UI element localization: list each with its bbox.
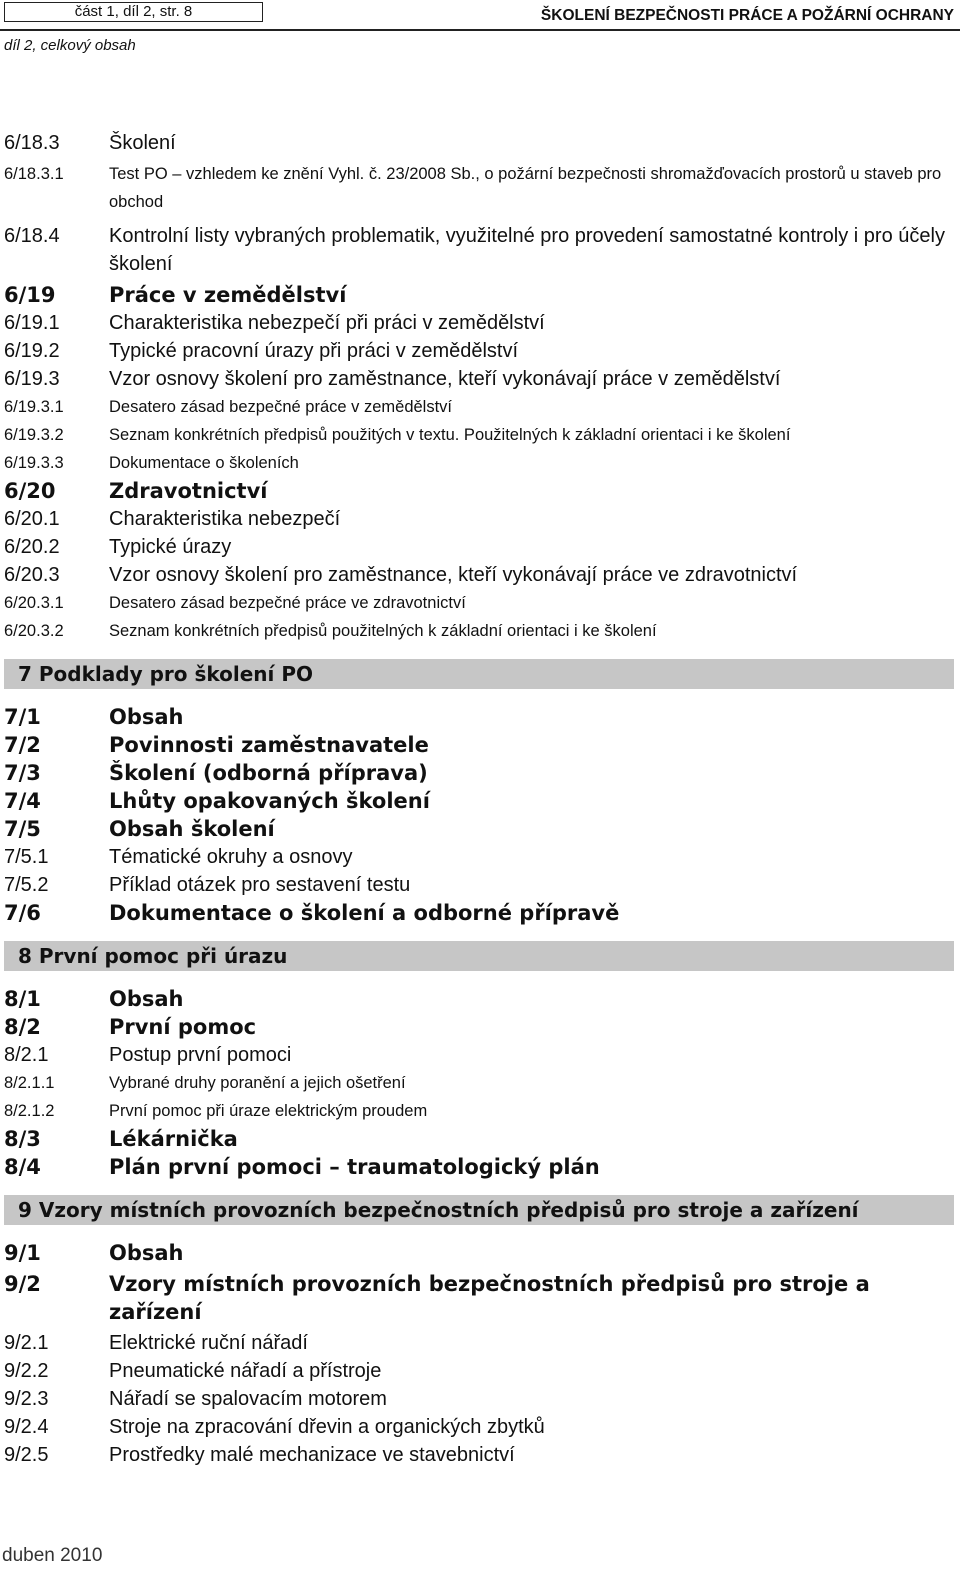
- toc-entry-title: První pomoc: [109, 1015, 257, 1039]
- toc-entry-number: 7/5.2: [4, 873, 49, 896]
- toc-entry-title: Vzor osnovy školení pro zaměstnance, kteří vykonávají práce v zemědělství: [109, 367, 781, 390]
- toc-entry: [0, 477, 960, 505]
- toc-entry: [0, 1013, 960, 1041]
- toc-entry-title: Vzor osnovy školení pro zaměstnance, kteří vykonávají práce ve zdravotnictví: [109, 563, 798, 586]
- toc-entry-number: 8/2.1: [4, 1043, 49, 1066]
- toc-entry-number: 7/6: [4, 901, 41, 925]
- toc-entry-number: 7/2: [4, 733, 41, 757]
- toc-entry-number: 7/4: [4, 789, 41, 813]
- toc-entry: [0, 815, 960, 843]
- toc-entry-title: Plán první pomoci – traumatologický plán: [109, 1155, 600, 1179]
- toc-entry: [0, 1097, 960, 1125]
- toc-entry: [0, 449, 960, 477]
- toc-entry-title: Stroje na zpracování dřevin a organických zbytků: [109, 1415, 545, 1438]
- toc-entry-number: 6/20.3.2: [4, 621, 64, 640]
- toc-entry: [0, 1385, 960, 1413]
- toc-entry-title: Obsah školení: [109, 817, 275, 841]
- toc-entry-title: Příklad otázek pro sestavení testu: [109, 873, 411, 896]
- toc-entry-title: Desatero zásad bezpečné práce ve zdravotnictví: [109, 593, 466, 612]
- toc-entry-title: Seznam konkrétních předpisů použitých v textu. Použitelných k základní orientaci i ke školení: [109, 425, 791, 444]
- toc-entry-title: Zdravotnictví: [109, 479, 268, 503]
- toc-entry: [0, 393, 960, 421]
- toc-entry-number: 7/3: [4, 761, 41, 785]
- toc-entry-title: Elektrické ruční nářadí: [109, 1331, 308, 1354]
- toc-entry-title: Školení (odborná příprava): [109, 761, 428, 785]
- toc-entry-number: 9/2: [4, 1272, 41, 1296]
- toc-entry: [0, 309, 960, 337]
- toc-entry-number: 6/20.3: [4, 563, 60, 586]
- toc-entry-title: Práce v zemědělství: [109, 283, 347, 307]
- toc-entry-title: Povinnosti zaměstnavatele: [109, 733, 429, 757]
- toc-entry-number: 8/2: [4, 1015, 41, 1039]
- toc-entry-title: Desatero zásad bezpečné práce v zemědělství: [109, 397, 453, 416]
- toc-entry-number: 6/18.4: [4, 225, 60, 247]
- toc-entry: [0, 759, 960, 787]
- toc-entry: [0, 1239, 960, 1267]
- toc-entry-number: 6/19.3.3: [4, 453, 64, 472]
- toc-entry: [0, 1041, 960, 1069]
- toc-entry-number: 6/19.2: [4, 339, 60, 362]
- toc-entry-number: 8/2.1.1: [4, 1073, 55, 1092]
- toc-entry-number: 7/5.1: [4, 845, 49, 868]
- toc-entry-title: Typické úrazy: [109, 535, 232, 558]
- section-heading: 7 Podklady pro školení PO: [4, 659, 954, 689]
- toc-entry-title: Charakteristika nebezpečí při práci v zemědělství: [109, 311, 545, 334]
- toc-entry-number: 6/19.1: [4, 311, 60, 334]
- toc-entry: [0, 1357, 960, 1385]
- toc-entry: [0, 731, 960, 759]
- toc-entry: [0, 1329, 960, 1357]
- section-heading: 8 První pomoc při úrazu: [4, 941, 954, 971]
- toc-entry: [0, 337, 960, 365]
- toc-entry-title: Dokumentace o školeních: [109, 453, 299, 472]
- toc-entry-number: 6/20: [4, 479, 56, 503]
- toc-entry-number: 8/1: [4, 987, 41, 1011]
- table-of-contents: [0, 129, 960, 1469]
- toc-entry-number: 9/2.2: [4, 1359, 49, 1382]
- toc-entry: [0, 703, 960, 731]
- toc-entry: [0, 1441, 960, 1469]
- toc-entry: [0, 1069, 960, 1097]
- page-subtitle: díl 2, celkový obsah: [4, 37, 136, 54]
- section-heading: 9 Vzory místních provozních bezpečnostních předpisů pro stroje a zařízení: [4, 1195, 954, 1225]
- page-part-label: část 1, díl 2, str. 8: [4, 2, 263, 22]
- toc-entry-number: 7/5: [4, 817, 41, 841]
- toc-entry: [0, 365, 960, 393]
- toc-entry-title: Seznam konkrétních předpisů použitelných k základní orientaci i ke školení: [109, 621, 657, 640]
- toc-entry-title: Obsah: [109, 1241, 184, 1265]
- toc-entry-number: 6/18.3: [4, 131, 60, 154]
- toc-entry-number: 8/3: [4, 1127, 41, 1151]
- toc-entry-title: Tématické okruhy a osnovy: [109, 845, 353, 868]
- toc-entry-number: 8/2.1.2: [4, 1101, 55, 1120]
- toc-entry: [0, 1153, 960, 1181]
- toc-entry-title: Kontrolní listy vybraných problematik, využitelné pro provedení samostatné kontroly i pro účely školení: [109, 225, 945, 275]
- toc-entry-number: 9/2.3: [4, 1387, 49, 1410]
- toc-entry-number: 9/2.1: [4, 1331, 49, 1354]
- page-running-title: ŠKOLENÍ BEZPEČNOSTI PRÁCE A POŽÁRNÍ OCHRANY: [540, 7, 954, 24]
- toc-entry: [0, 871, 960, 899]
- toc-entry-title: Vybrané druhy poranění a jejich ošetření: [109, 1073, 406, 1092]
- toc-entry: [0, 985, 960, 1013]
- toc-entry: [0, 129, 960, 157]
- toc-entry-title: Dokumentace o školení a odborné přípravě: [109, 901, 620, 925]
- toc-entry: [0, 505, 960, 533]
- toc-entry-title: Pneumatické nářadí a přístroje: [109, 1359, 382, 1382]
- toc-entry-title: Charakteristika nebezpečí: [109, 507, 341, 530]
- toc-entry: [0, 281, 960, 309]
- toc-entry: [0, 1413, 960, 1441]
- toc-entry-number: 6/20.2: [4, 535, 60, 558]
- toc-entry: [0, 533, 960, 561]
- toc-entry-title: Školení: [109, 131, 176, 154]
- toc-entry-number: 6/18.3.1: [4, 165, 64, 183]
- toc-entry-number: 6/20.3.1: [4, 593, 64, 612]
- toc-entry: [0, 843, 960, 871]
- toc-entry-title: První pomoc při úraze elektrickým proudem: [109, 1101, 428, 1120]
- toc-entry-title: Test PO – vzhledem ke znění Vyhl. č. 23/2008 Sb., o požární bezpečnosti shromažďovacích prostorů u staveb pro obchod: [109, 165, 942, 211]
- toc-entry-title: Prostředky malé mechanizace ve stavebnictví: [109, 1443, 515, 1466]
- toc-entry-title: Vzory místních provozních bezpečnostních předpisů pro stroje a zařízení: [109, 1272, 870, 1324]
- toc-entry: [0, 617, 960, 645]
- toc-entry-number: 6/19.3.2: [4, 425, 64, 444]
- toc-entry-title: Nářadí se spalovacím motorem: [109, 1387, 387, 1410]
- toc-entry-number: 8/4: [4, 1155, 41, 1179]
- toc-entry-number: 6/19.3: [4, 367, 60, 390]
- toc-entry-title: Postup první pomoci: [109, 1043, 292, 1066]
- page-footer-date: duben 2010: [2, 1545, 103, 1566]
- toc-entry-number: 6/20.1: [4, 507, 60, 530]
- toc-entry-number: 6/19.3.1: [4, 397, 64, 416]
- toc-entry: [0, 561, 960, 589]
- toc-entry-number: 6/19: [4, 283, 56, 307]
- toc-entry-title: Lhůty opakovaných školení: [109, 789, 430, 813]
- toc-entry-number: 9/1: [4, 1241, 41, 1265]
- toc-entry: [0, 421, 960, 449]
- toc-entry-number: 9/2.4: [4, 1415, 49, 1438]
- toc-entry-title: Lékárnička: [109, 1127, 238, 1151]
- toc-entry: [0, 787, 960, 815]
- toc-entry-number: 7/1: [4, 705, 41, 729]
- toc-entry: [0, 1125, 960, 1153]
- toc-entry-number: 9/2.5: [4, 1443, 49, 1466]
- toc-entry: [0, 157, 960, 219]
- toc-entry: [0, 899, 960, 927]
- toc-entry: [0, 219, 960, 281]
- toc-entry-title: Typické pracovní úrazy při práci v zemědělství: [109, 339, 519, 362]
- toc-entry-title: Obsah: [109, 987, 184, 1011]
- header-divider: [0, 29, 960, 31]
- toc-entry-title: Obsah: [109, 705, 184, 729]
- toc-entry: [0, 589, 960, 617]
- toc-entry: [0, 1267, 960, 1329]
